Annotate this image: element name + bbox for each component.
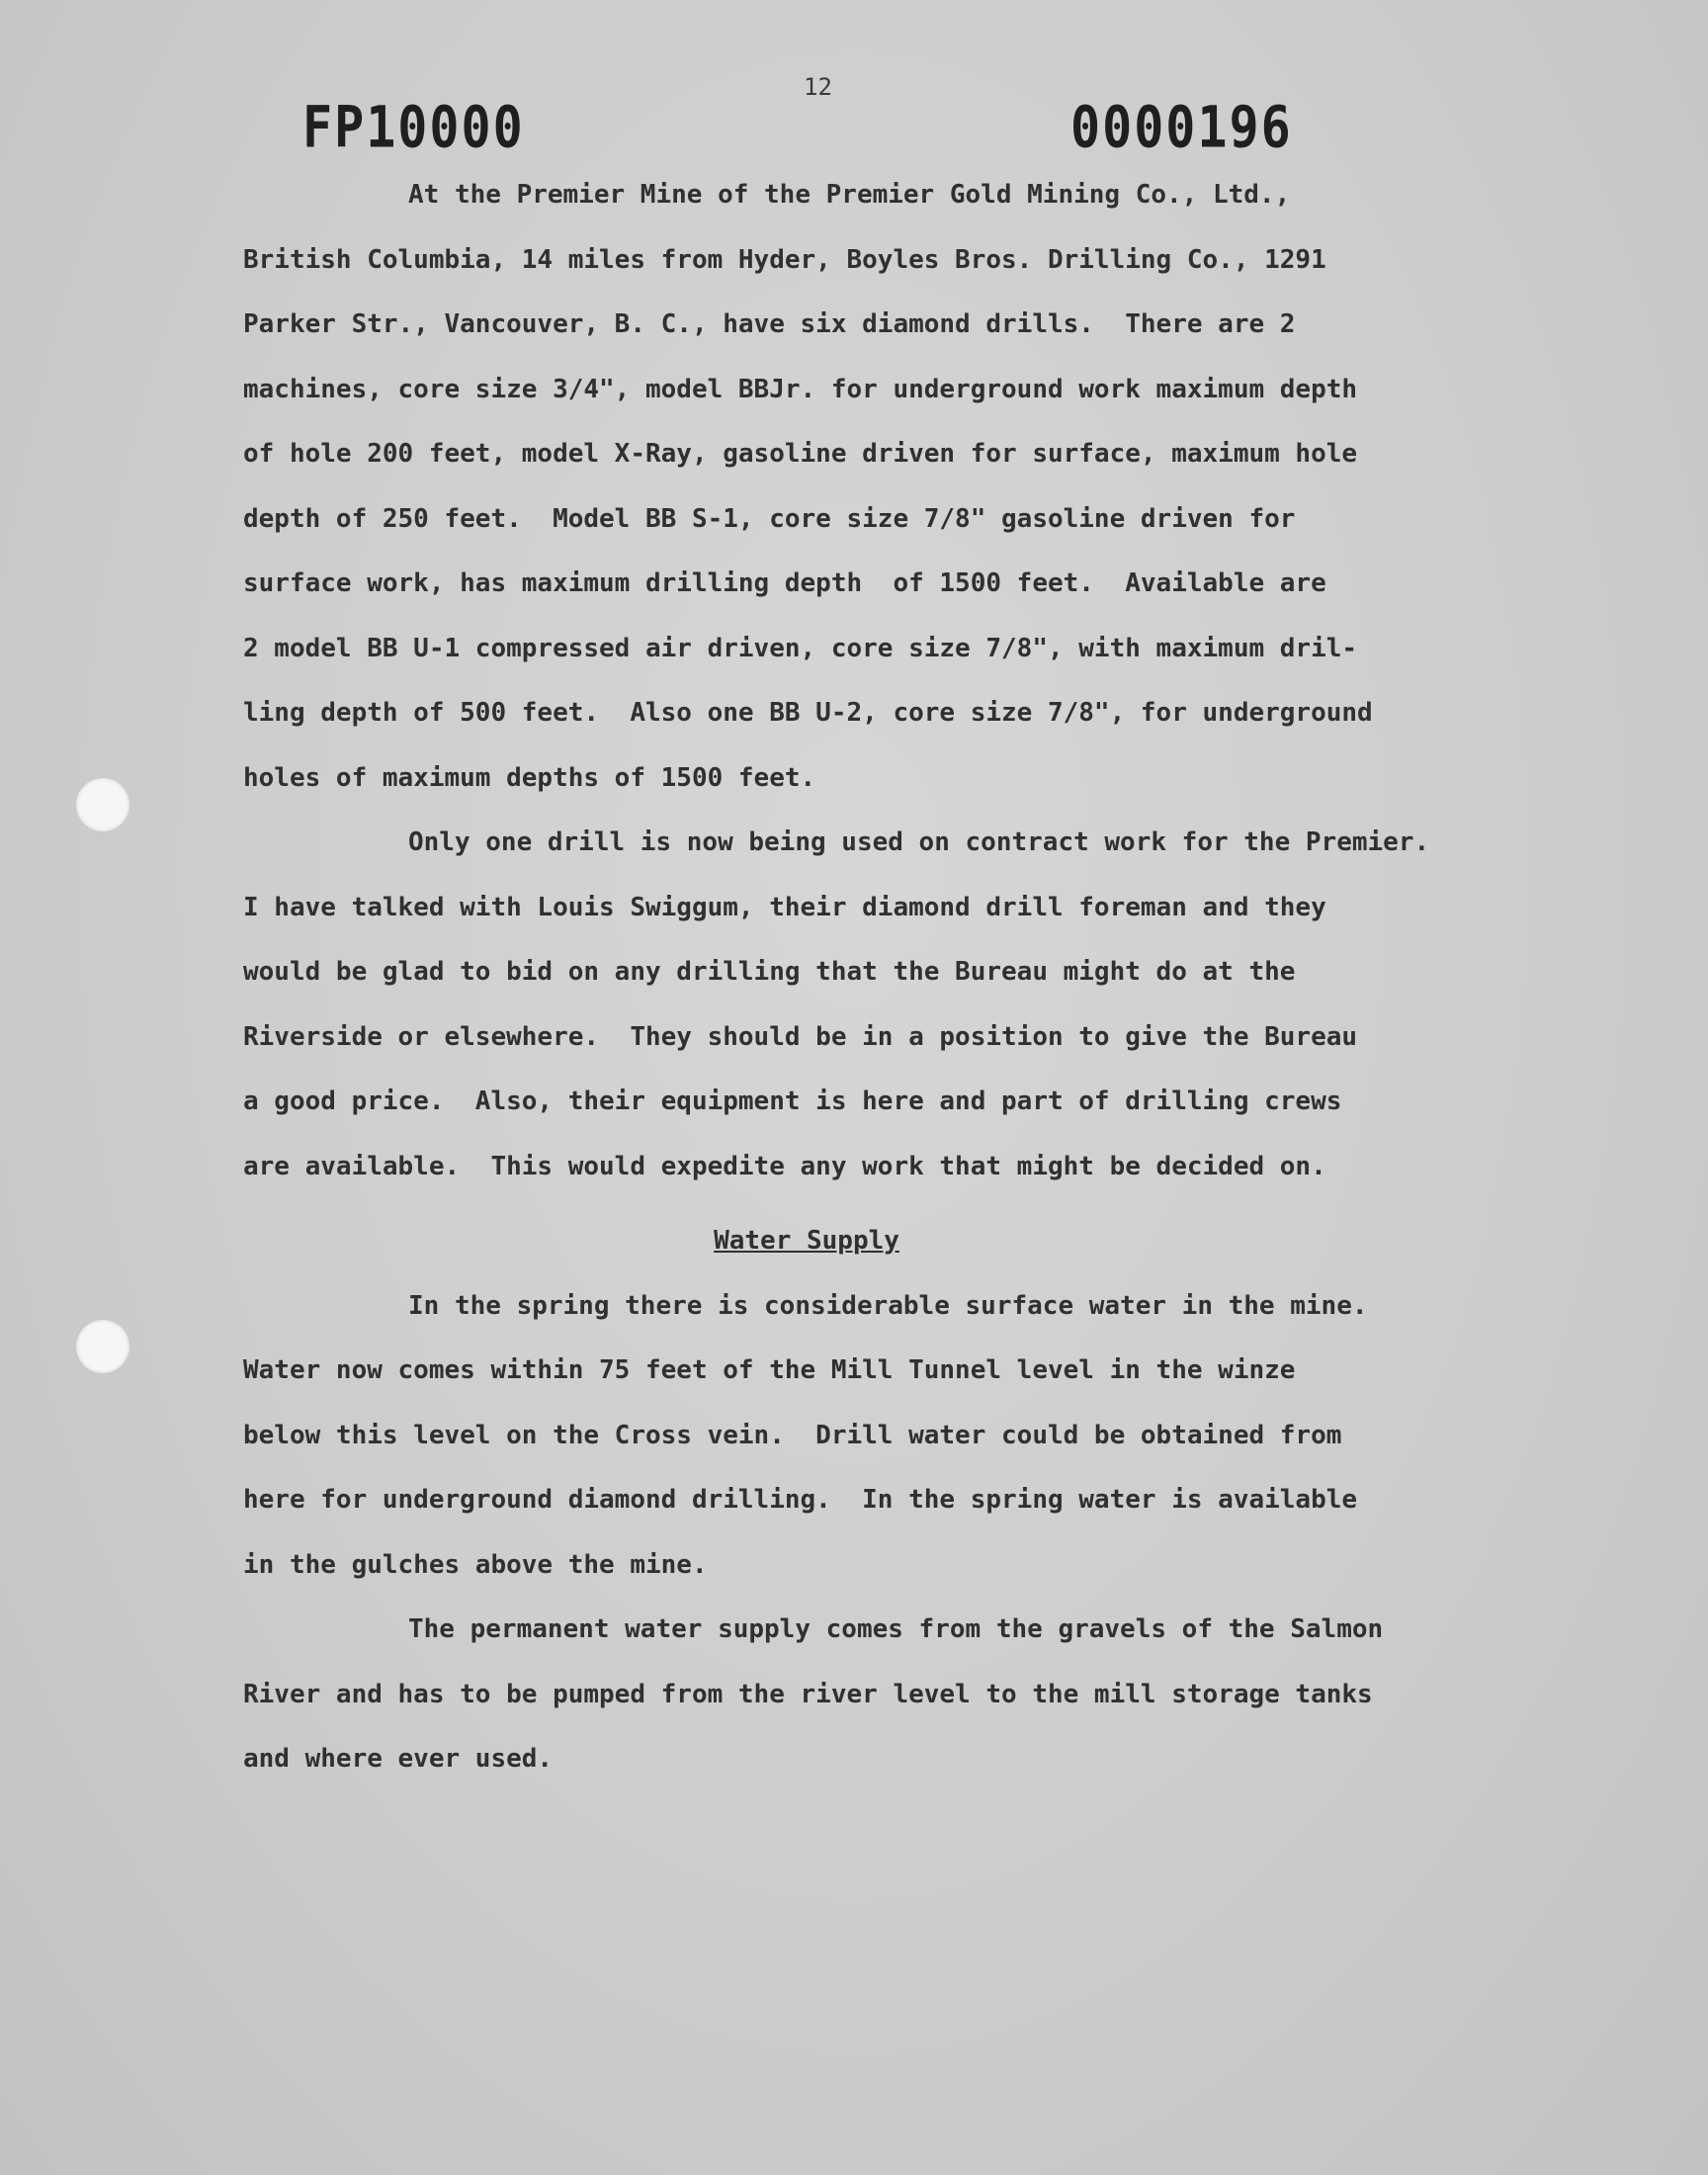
text-line: here for underground diamond drilling. In the spring water is available: [243, 1485, 1358, 1515]
text-line: The permanent water supply comes from the gravels of the Salmon: [408, 1614, 1384, 1644]
text-line: British Columbia, 14 miles from Hyder, Boyles Bros. Drilling Co., 1291: [243, 244, 1326, 275]
page-number: 12: [804, 73, 832, 101]
text-line: ling depth of 500 feet. Also one BB U-2, core size 7/8", for underground: [243, 698, 1373, 728]
text-line: River and has to be pumped from the river level to the mill storage tanks: [243, 1679, 1373, 1709]
text-line: machines, core size 3/4", model BBJr. for underground work maximum depth: [243, 374, 1358, 404]
punch-hole-top: [76, 778, 129, 831]
text-line: of hole 200 feet, model X-Ray, gasoline driven for surface, maximum hole: [243, 439, 1358, 469]
text-line: and where ever used.: [243, 1744, 554, 1774]
text-line: depth of 250 feet. Model BB S-1, core size 7/8" gasoline driven for: [243, 503, 1296, 534]
punch-hole-bottom: [76, 1320, 129, 1373]
text-line: Parker Str., Vancouver, B. C., have six diamond drills. There are 2: [243, 309, 1296, 339]
text-line: I have talked with Louis Swiggum, their diamond drill foreman and they: [243, 892, 1326, 922]
text-line: would be glad to bid on any drilling that the Bureau might do at the: [243, 957, 1296, 987]
text-line: in the gulches above the mine.: [243, 1549, 708, 1580]
section-heading: Water Supply: [714, 1226, 899, 1256]
text-line: At the Premier Mine of the Premier Gold Mining Co., Ltd.,: [408, 180, 1291, 210]
text-line: surface work, has maximum drilling depth of 1500 feet. Available are: [243, 568, 1326, 598]
text-line: below this level on the Cross vein. Drill water could be obtained from: [243, 1420, 1342, 1450]
text-line: Riverside or elsewhere. They should be in a position to give the Bureau: [243, 1021, 1358, 1052]
text-line: are available. This would expedite any work that might be decided on.: [243, 1151, 1326, 1181]
text-line: 2 model BB U-1 compressed air driven, core size 7/8", with maximum dril-: [243, 633, 1358, 663]
body-text: [243, 163, 1548, 1792]
archive-stamp-left: FP10000: [302, 94, 525, 161]
text-line: Water now comes within 75 feet of the Mill Tunnel level in the winze: [243, 1355, 1296, 1385]
text-line: holes of maximum depths of 1500 feet.: [243, 762, 816, 793]
text-line: In the spring there is considerable surface water in the mine.: [408, 1290, 1368, 1321]
text-line: Only one drill is now being used on contract work for the Premier.: [408, 827, 1430, 857]
archive-stamp-right: 0000196: [1070, 94, 1293, 161]
text-line: a good price. Also, their equipment is here and part of drilling crews: [243, 1087, 1342, 1116]
